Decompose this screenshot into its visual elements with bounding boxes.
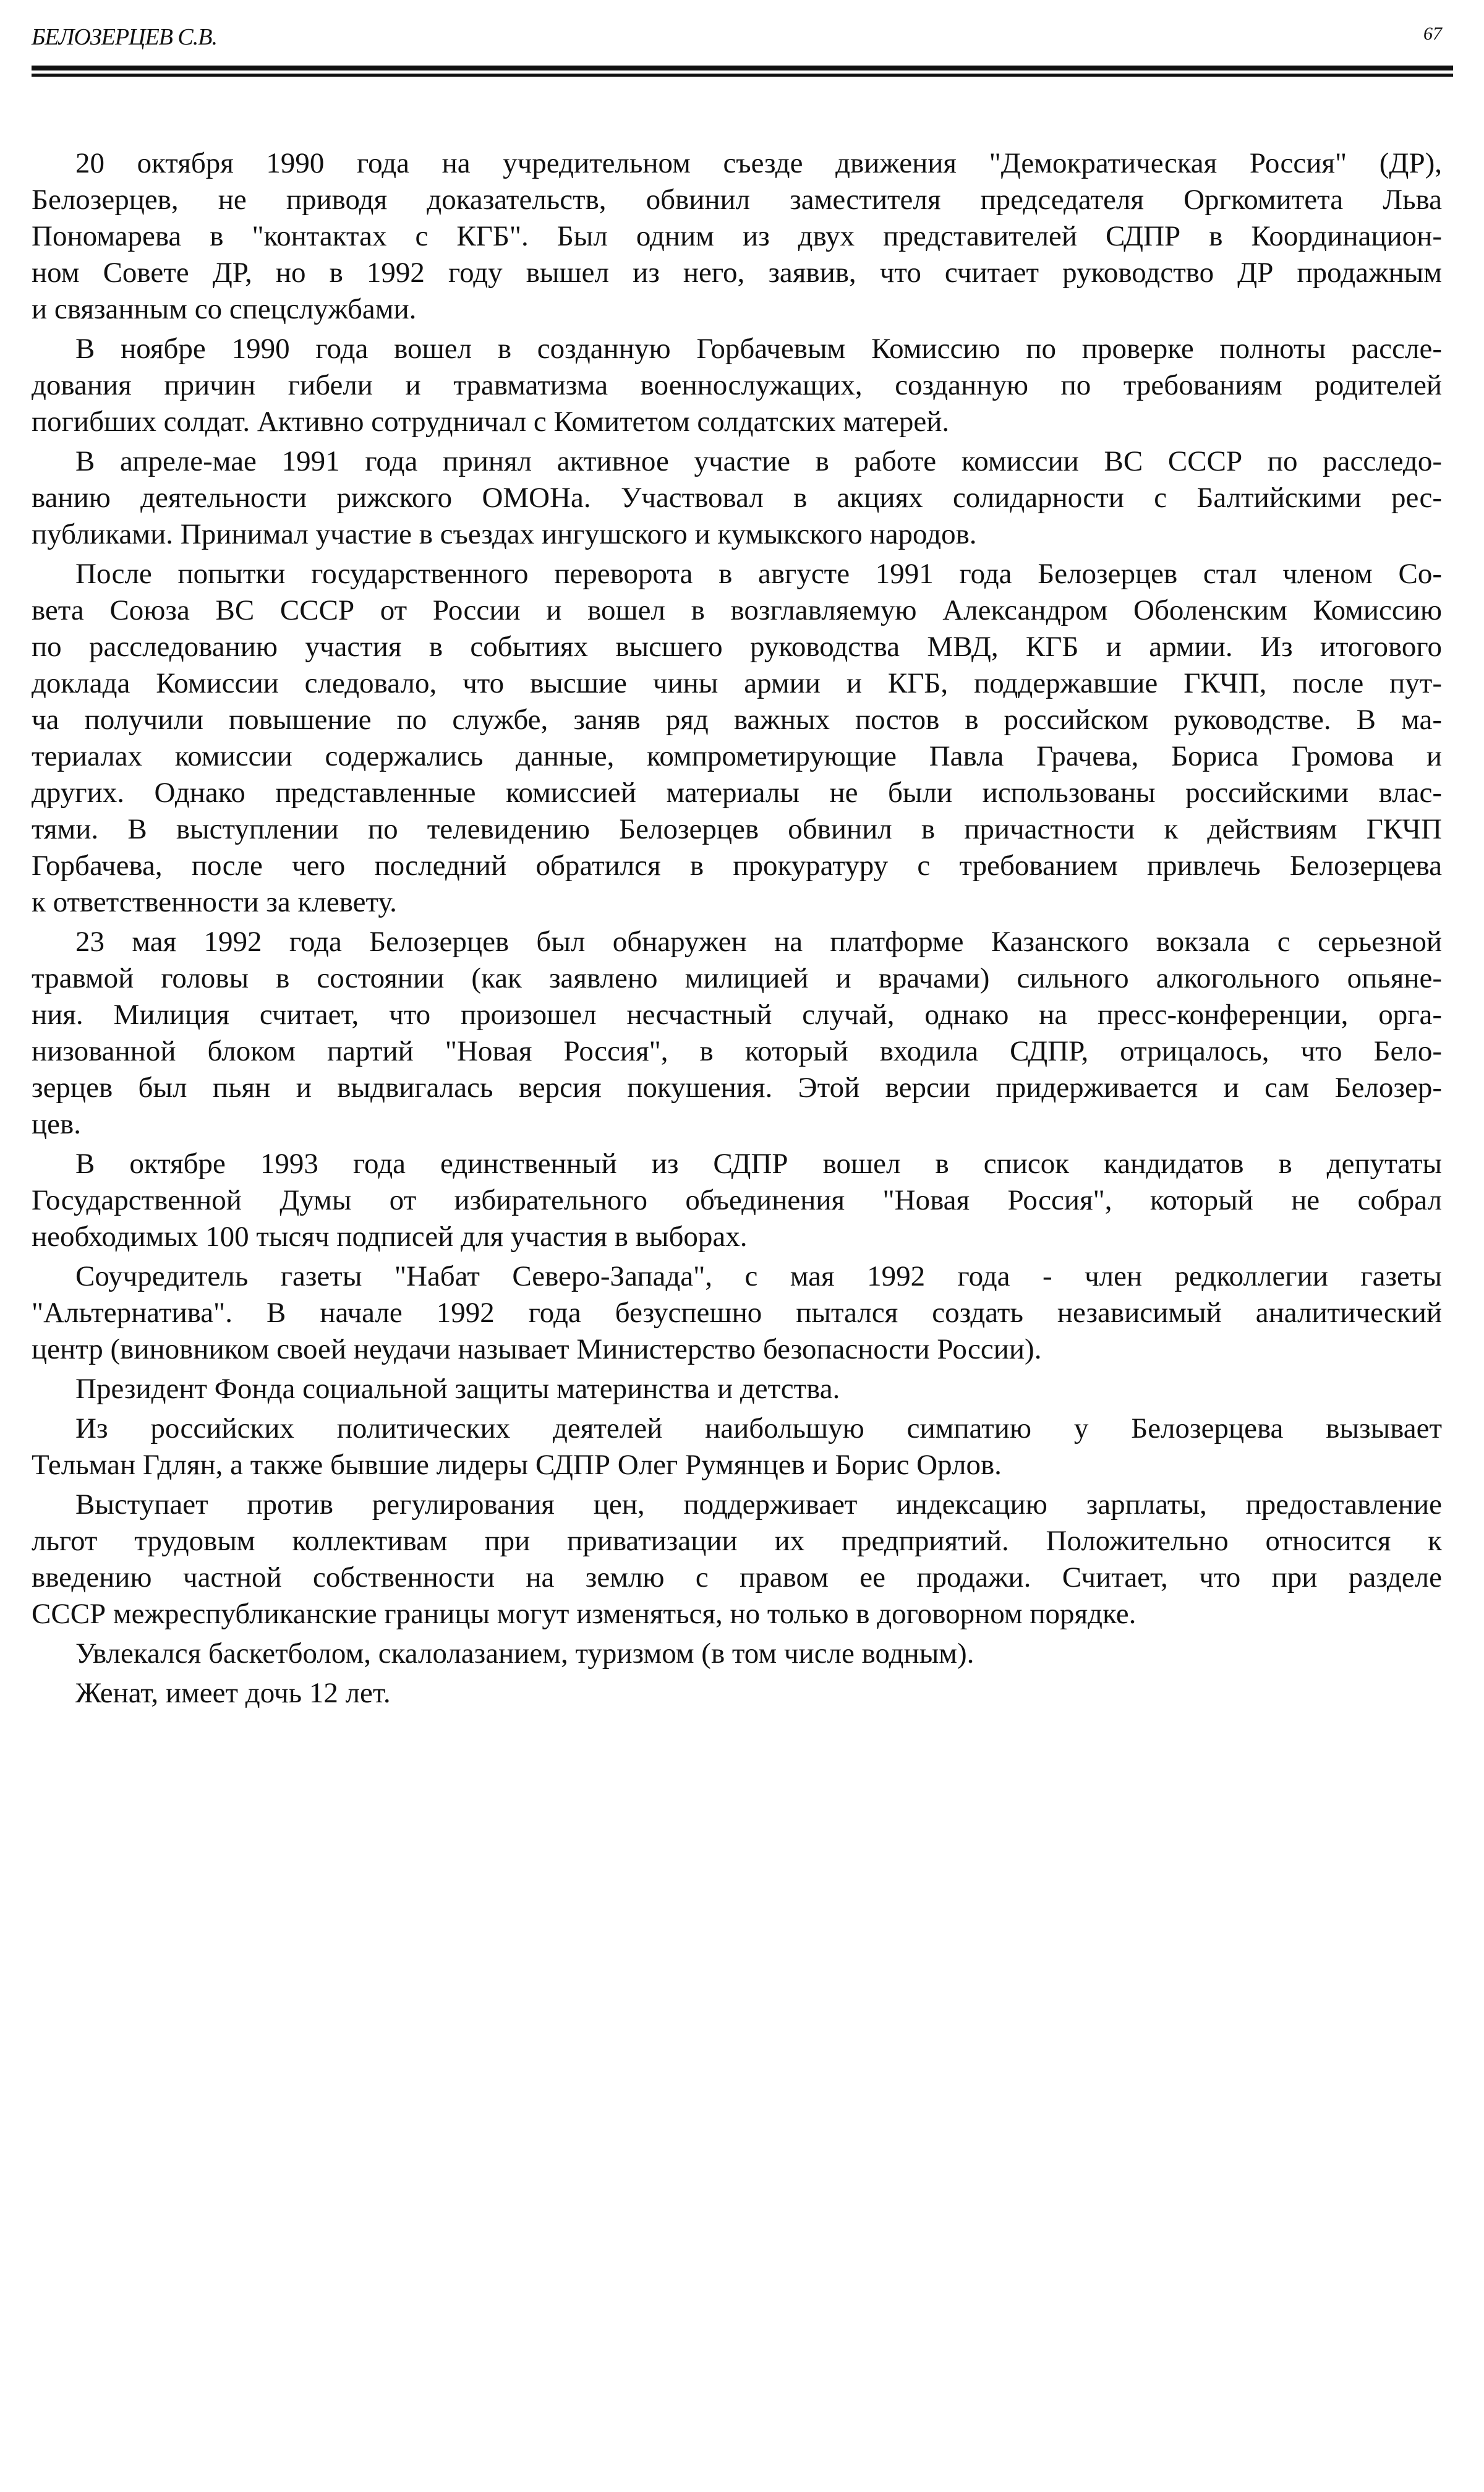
text-line: центр (виновником своей неудачи называет Министерство безопасности России). — [32, 1333, 1042, 1365]
text-line: к ответственности за клевету. — [32, 886, 397, 918]
paragraph — [32, 1675, 1442, 1712]
text-line: Тельман Гдлян, а также бывшие лидеры СДПР Олег Румянцев и Борис Орлов. — [32, 1449, 1002, 1481]
text-line: В ноябре 1990 года вошел в созданную Горбачевым Комиссию по проверке полноты рассле- — [75, 333, 1442, 365]
paragraph — [32, 443, 1442, 553]
text-line: 20 октября 1990 года на учредительном съезде движения "Демократическая Россия" (ДР), — [75, 147, 1442, 179]
running-title: БЕЛОЗЕРЦЕВ С.В. — [32, 24, 217, 50]
text-line: Увлекался баскетболом, скалолазанием, туризмом (в том числе водным). — [75, 1637, 974, 1670]
paragraph — [32, 924, 1442, 1143]
text-line: вета Союза ВС СССР от России и вошел в возглавляемую Александром Оболенским Комиссию — [32, 594, 1442, 626]
paragraph — [32, 1410, 1442, 1483]
text-line: доклада Комиссии следовало, что высшие чины армии и КГБ, поддержавшие ГКЧП, после пут- — [32, 667, 1442, 699]
text-line: Соучредитель газеты "Набат Северо-Запада", с мая 1992 года - член редколлегии газеты — [75, 1260, 1442, 1292]
paragraph — [32, 1636, 1442, 1672]
text-line: Женат, имеет дочь 12 лет. — [75, 1677, 391, 1709]
paragraph — [32, 1487, 1442, 1632]
header-rule-thick — [32, 66, 1453, 70]
paragraph — [32, 1371, 1442, 1407]
paragraph — [32, 1146, 1442, 1255]
paragraph — [32, 556, 1442, 921]
text-line: Пономарева в "контактах с КГБ". Был одним из двух представителей СДПР в Координацион- — [32, 220, 1442, 252]
text-line: СССР межреспубликанские границы могут изменяться, но только в договорном порядке. — [32, 1598, 1136, 1630]
text-line: Президент Фонда социальной защиты материнства и детства. — [75, 1373, 840, 1405]
text-line: ча получили повышение по службе, заняв ряд важных постов в российском руководстве. В ма- — [32, 704, 1442, 736]
text-line: Государственной Думы от избирательного объединения "Новая Россия", который не собрал — [32, 1184, 1442, 1216]
text-line: других. Однако представленные комиссией материалы не были использованы российскими влас- — [32, 777, 1442, 809]
text-line: по расследованию участия в событиях высшего руководства МВД, КГБ и армии. Из итогового — [32, 631, 1442, 663]
paragraph — [32, 1258, 1442, 1368]
text-line: Горбачева, после чего последний обратился в прокуратуру с требованием привлечь Белозерцева — [32, 850, 1442, 882]
paragraph — [32, 331, 1442, 440]
text-line: "Альтернатива". В начале 1992 года безуспешно пытался создать независимый аналитический — [32, 1297, 1442, 1329]
text-line: В апреле-мае 1991 года принял активное участие в работе комиссии ВС СССР по расследо- — [75, 445, 1442, 477]
text-line: публиками. Принимал участие в съездах ингушского и кумыкского народов. — [32, 518, 977, 550]
header-rule-thin — [32, 74, 1453, 77]
text-line: ванию деятельности рижского ОМОНа. Участвовал в акциях солидарности с Балтийскими рес- — [32, 482, 1442, 514]
body-text — [32, 145, 1442, 1715]
text-line: зерцев был пьян и выдвигалась версия покушения. Этой версии придерживается и сам Белозер- — [32, 1072, 1442, 1104]
text-line: низованной блоком партий "Новая Россия", в который входила СДПР, отрицалось, что Бело- — [32, 1035, 1442, 1067]
text-line: и связанным со спецслужбами. — [32, 293, 417, 325]
text-line: необходимых 100 тысяч подписей для участия в выборах. — [32, 1221, 748, 1253]
text-line: Из российских политических деятелей наибольшую симпатию у Белозерцева вызывает — [75, 1412, 1442, 1444]
text-line: цев. — [32, 1108, 81, 1140]
text-line: Белозерцев, не приводя доказательств, обвинил заместителя председателя Оргкомитета Льва — [32, 184, 1442, 216]
text-line: Выступает против регулирования цен, поддерживает индексацию зарплаты, предоставление — [75, 1488, 1442, 1521]
text-line: льгот трудовым коллективам при приватизации их предприятий. Положительно относится к — [32, 1525, 1442, 1557]
text-line: После попытки государственного переворота в августе 1991 года Белозерцев стал членом Со- — [75, 558, 1442, 590]
text-line: териалах комиссии содержались данные, компрометирующие Павла Грачева, Бориса Громова и — [32, 740, 1442, 772]
page-number: 67 — [1423, 23, 1442, 44]
text-line: тями. В выступлении по телевидению Белозерцев обвинил в причастности к действиям ГКЧП — [32, 813, 1442, 845]
text-line: В октябре 1993 года единственный из СДПР вошел в список кандидатов в депутаты — [75, 1148, 1442, 1180]
text-line: травмой головы в состоянии (как заявлено милицией и врачами) сильного алкогольного опьяне- — [32, 962, 1442, 994]
text-line: введению частной собственности на землю с правом ее продажи. Считает, что при разделе — [32, 1561, 1442, 1594]
text-line: ном Совете ДР, но в 1992 году вышел из него, заявив, что считает руководство ДР продажным — [32, 257, 1442, 289]
text-line: ния. Милиция считает, что произошел несчастный случай, однако на пресс-конференции, орга- — [32, 999, 1442, 1031]
text-line: погибших солдат. Активно сотрудничал с Комитетом солдатских матерей. — [32, 406, 950, 438]
text-line: 23 мая 1992 года Белозерцев был обнаружен на платформе Казанского вокзала с серьезной — [75, 926, 1442, 958]
paragraph — [32, 145, 1442, 328]
text-line: дования причин гибели и травматизма военнослужащих, созданную по требованиям родителей — [32, 369, 1442, 401]
